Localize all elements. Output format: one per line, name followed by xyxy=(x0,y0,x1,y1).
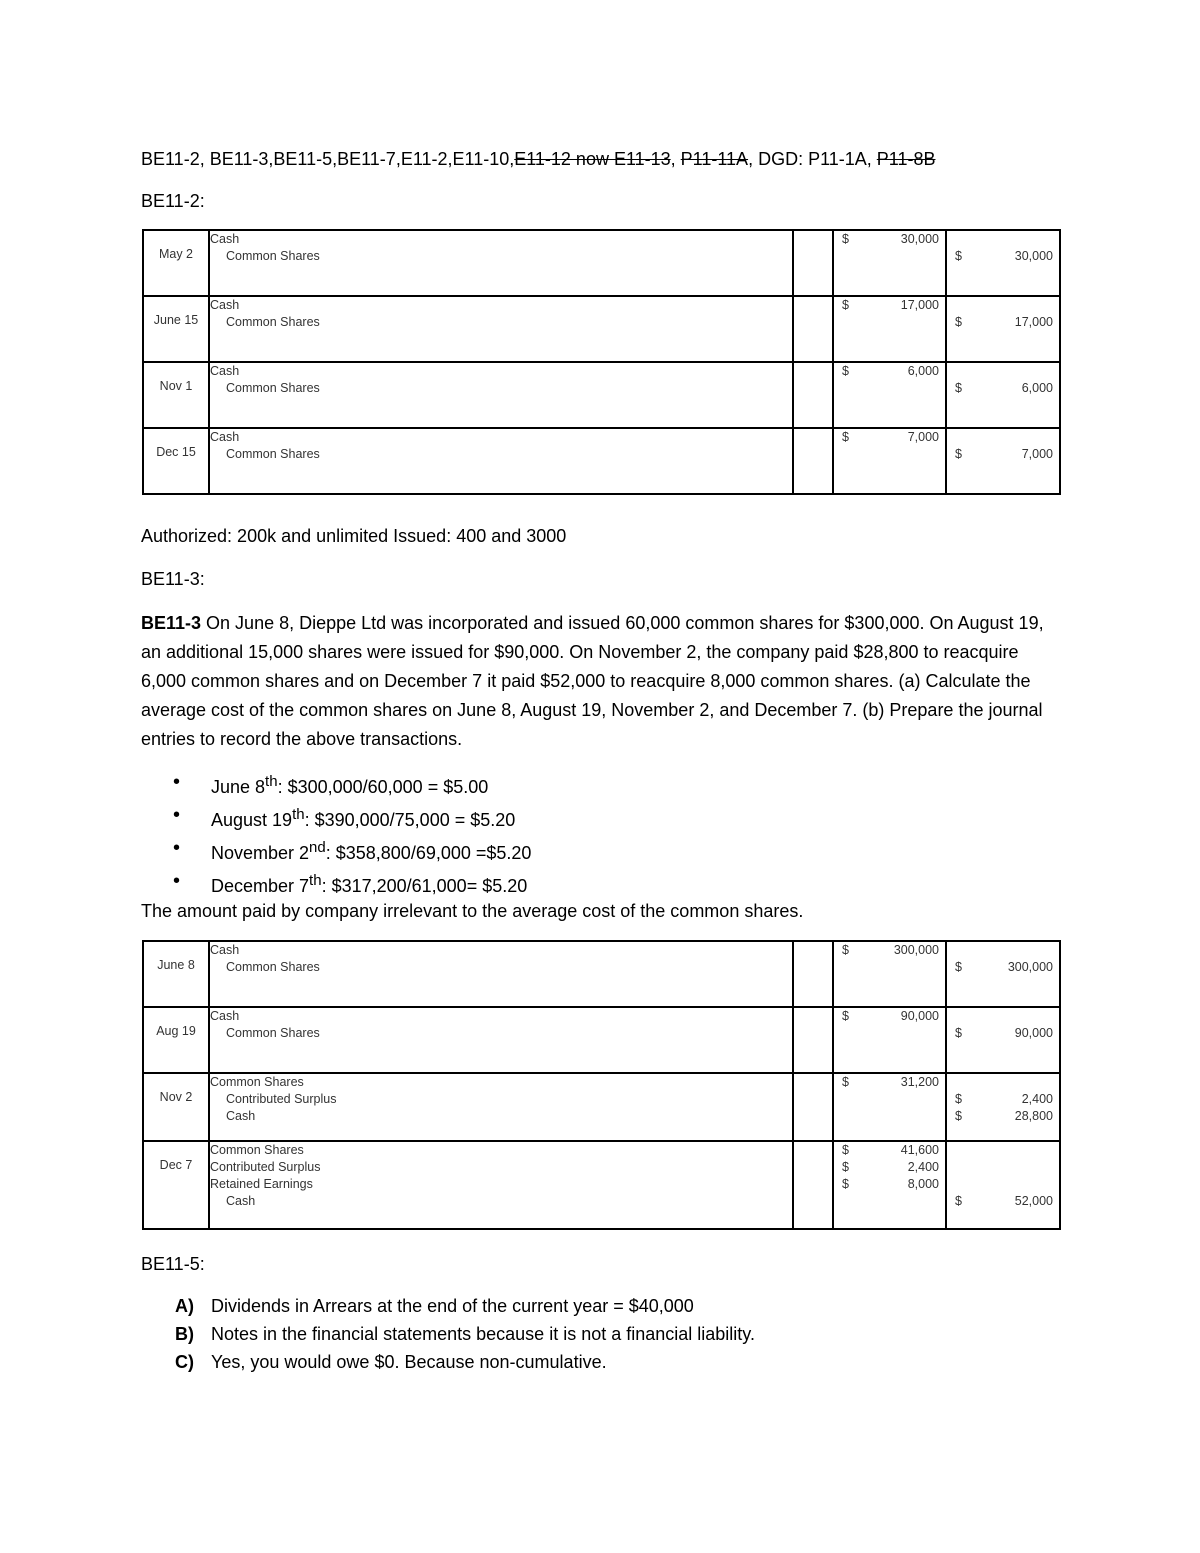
ref-cell xyxy=(793,296,833,362)
entry-date: Dec 15 xyxy=(143,428,209,494)
account-name: Common Shares xyxy=(210,1075,304,1089)
amount: $ 31,200 xyxy=(842,1075,939,1089)
account-name: Cash xyxy=(210,364,240,378)
account-name: Cash xyxy=(210,232,240,246)
struck-item-3: P11-8B xyxy=(876,149,936,169)
account-cell xyxy=(209,1073,793,1141)
debit-cell xyxy=(833,1141,946,1229)
account-name: Common Shares xyxy=(210,1143,304,1157)
journal-entry-row xyxy=(143,1141,1060,1229)
amount-empty xyxy=(947,1176,1059,1193)
entry-date: Dec 7 xyxy=(143,1141,209,1229)
part-a-label: (a) xyxy=(898,671,921,691)
debit-cell xyxy=(833,941,946,1007)
amount-empty xyxy=(834,1025,945,1042)
amount: $ 28,800 xyxy=(955,1109,1053,1123)
debit-cell xyxy=(833,428,946,494)
amount: $ 41,600 xyxy=(842,1143,939,1157)
debit-cell xyxy=(833,1007,946,1073)
amount: $ 17,000 xyxy=(842,298,939,312)
list-item: • August 19th: $390,000/75,000 = $5.20 xyxy=(141,801,531,834)
problem-text: On June 8, Dieppe Ltd was incorporated and issued 60,000 common shares for $300,000. On August 19, an additional 15,000 shares were issued for $90,000. On November 2, the company paid $28,800 to reacquire 6,000 common shares and on December 7 it paid $52,000 to reacquire 8,000 common shares. xyxy=(141,613,1044,691)
account-cell xyxy=(209,362,793,428)
debit-cell xyxy=(833,362,946,428)
ref-cell xyxy=(793,362,833,428)
amount: $ 90,000 xyxy=(842,1009,939,1023)
account-name: Contributed Surplus xyxy=(226,1092,337,1106)
assignment-separator: , xyxy=(670,149,681,169)
credit-cell xyxy=(946,1007,1060,1073)
account-name: Cash xyxy=(226,1194,256,1208)
amount-empty xyxy=(947,297,1059,314)
account-name: Common Shares xyxy=(226,1026,320,1040)
problem-statement xyxy=(141,609,1051,754)
assignment-list xyxy=(141,145,935,174)
credit-cell xyxy=(946,1141,1060,1229)
entry-date: Nov 1 xyxy=(143,362,209,428)
ref-cell xyxy=(793,1141,833,1229)
amount-empty xyxy=(834,380,945,397)
list-item: C) Yes, you would owe $0. Because non-cumulative. xyxy=(175,1352,607,1372)
account-cell xyxy=(209,941,793,1007)
entry-date: May 2 xyxy=(143,230,209,296)
debit-cell xyxy=(833,296,946,362)
entry-date: June 8 xyxy=(143,941,209,1007)
journal-table-be11-3 xyxy=(142,940,1061,1230)
be11-5-answer-list xyxy=(141,1292,755,1376)
account-name: Contributed Surplus xyxy=(210,1160,321,1174)
journal-entry-row xyxy=(143,296,1060,362)
list-item: • November 2nd: $358,800/69,000 =$5.20 xyxy=(141,834,531,867)
account-cell xyxy=(209,1141,793,1229)
debit-cell xyxy=(833,230,946,296)
entry-date: Aug 19 xyxy=(143,1007,209,1073)
section-heading-be11-2: BE11-2: xyxy=(141,191,205,211)
list-item: A) Dividends in Arrears at the end of the current year = $40,000 xyxy=(175,1296,694,1316)
amount-empty xyxy=(947,1074,1059,1091)
part-b-label: (b) xyxy=(862,700,885,720)
amount-empty xyxy=(834,314,945,331)
amount-empty xyxy=(834,248,945,265)
amount-empty xyxy=(834,1091,945,1108)
amount-empty xyxy=(834,959,945,976)
journal-entry-row xyxy=(143,1073,1060,1141)
ref-cell xyxy=(793,428,833,494)
ref-cell xyxy=(793,1073,833,1141)
amount-empty xyxy=(947,231,1059,248)
problem-label: BE11-3 xyxy=(141,613,202,633)
amount-empty xyxy=(947,1159,1059,1176)
debit-cell xyxy=(833,1073,946,1141)
part-a-text: Calculate the average cost of the common shares on June 8, August 19, November 2, and December 7. xyxy=(141,671,1031,720)
journal-entry-row xyxy=(143,1007,1060,1073)
journal-entry-row xyxy=(143,362,1060,428)
entry-date: June 15 xyxy=(143,296,209,362)
account-cell xyxy=(209,296,793,362)
ref-cell xyxy=(793,230,833,296)
amount: $ 6,000 xyxy=(842,364,939,378)
struck-item-1: E11-12 now E11-13 xyxy=(514,149,671,169)
credit-cell xyxy=(946,296,1060,362)
amount-empty xyxy=(947,1008,1059,1025)
account-name: Common Shares xyxy=(226,447,320,461)
amount-empty xyxy=(947,429,1059,446)
account-name: Cash xyxy=(210,298,240,312)
amount: $ 7,000 xyxy=(842,430,939,444)
amount: $ 300,000 xyxy=(842,943,939,957)
amount: $ 52,000 xyxy=(955,1194,1053,1208)
amount: $ 30,000 xyxy=(955,249,1053,263)
account-name: Common Shares xyxy=(226,381,320,395)
amount: $ 300,000 xyxy=(955,960,1053,974)
credit-cell xyxy=(946,941,1060,1007)
list-item: • June 8th: $300,000/60,000 = $5.00 xyxy=(141,768,531,801)
credit-cell xyxy=(946,428,1060,494)
amount: $ 2,400 xyxy=(842,1160,939,1174)
authorized-issued-note: Authorized: 200k and unlimited Issued: 400 and 3000 xyxy=(141,526,567,546)
account-name: Cash xyxy=(210,943,240,957)
ref-cell xyxy=(793,941,833,1007)
list-item: • December 7th: $317,200/61,000= $5.20 xyxy=(141,867,531,900)
journal-table-be11-2 xyxy=(142,229,1061,495)
amount: $ 30,000 xyxy=(842,232,939,246)
amount-empty xyxy=(834,1108,945,1125)
credit-cell xyxy=(946,1073,1060,1141)
average-cost-note: The amount paid by company irrelevant to the average cost of the common shares. xyxy=(141,901,804,921)
account-name: Cash xyxy=(210,430,240,444)
amount-empty xyxy=(947,942,1059,959)
account-name: Common Shares xyxy=(226,315,320,329)
account-name: Common Shares xyxy=(226,249,320,263)
amount: $ 90,000 xyxy=(955,1026,1053,1040)
amount-empty xyxy=(947,1142,1059,1159)
amount: $ 2,400 xyxy=(955,1092,1053,1106)
credit-cell xyxy=(946,362,1060,428)
amount: $ 7,000 xyxy=(955,447,1053,461)
journal-entry-row xyxy=(143,941,1060,1007)
account-cell xyxy=(209,428,793,494)
struck-item-2: P11-11A xyxy=(680,149,749,169)
amount-empty xyxy=(834,1193,945,1210)
amount: $ 6,000 xyxy=(955,381,1053,395)
amount-empty xyxy=(947,363,1059,380)
account-name: Cash xyxy=(210,1009,240,1023)
list-item: B) Notes in the financial statements because it is not a financial liability. xyxy=(175,1324,755,1344)
amount-empty xyxy=(834,446,945,463)
account-cell xyxy=(209,230,793,296)
part-b-text: Prepare the journal entries to record the above transactions. xyxy=(141,700,1043,749)
section-heading-be11-5: BE11-5: xyxy=(141,1254,205,1274)
journal-entry-row xyxy=(143,230,1060,296)
average-cost-list xyxy=(141,768,531,900)
assignment-list-dgd: , DGD: P11-1A, xyxy=(748,149,877,169)
account-cell xyxy=(209,1007,793,1073)
account-name: Common Shares xyxy=(226,960,320,974)
journal-entry-row xyxy=(143,428,1060,494)
section-heading-be11-3: BE11-3: xyxy=(141,569,205,589)
ref-cell xyxy=(793,1007,833,1073)
account-name: Retained Earnings xyxy=(210,1177,313,1191)
amount: $ 8,000 xyxy=(842,1177,939,1191)
account-name: Cash xyxy=(226,1109,256,1123)
assignment-list-active: BE11-2, BE11-3,BE11-5,BE11-7,E11-2,E11-10, xyxy=(141,149,515,169)
entry-date: Nov 2 xyxy=(143,1073,209,1141)
amount: $ 17,000 xyxy=(955,315,1053,329)
credit-cell xyxy=(946,230,1060,296)
